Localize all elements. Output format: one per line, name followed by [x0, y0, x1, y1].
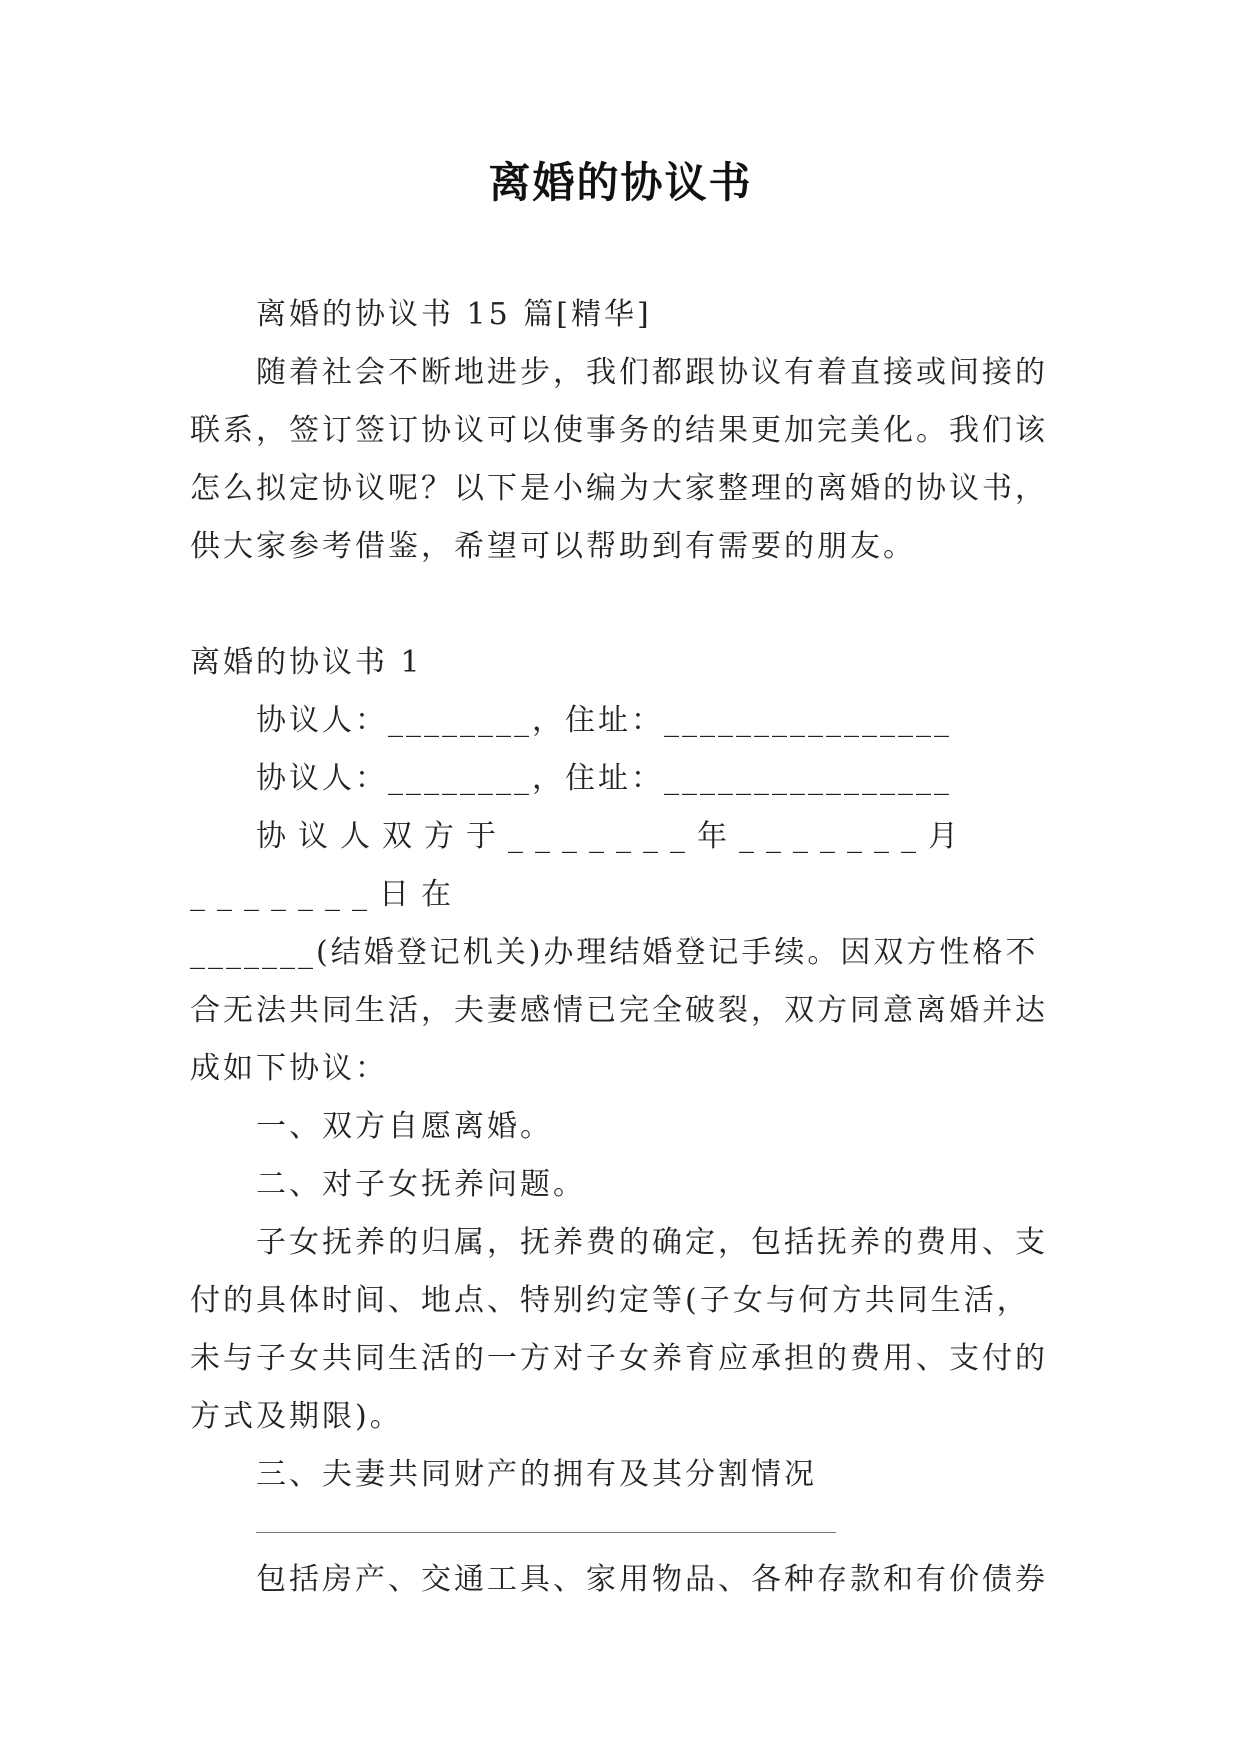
party-1-line: 协议人：________，住址：________________ [256, 703, 952, 738]
clause-1: 一、双方自愿离婚。 [256, 1109, 553, 1144]
document-body [190, 286, 1050, 1609]
marriage-registration-paragraph: _______(结婚登记机关)办理结婚登记手续。因双方性格不合无法共同生活，夫妻感情已完全破裂，双方同意离婚并达成如下协议： [190, 935, 1048, 1086]
custody-paragraph: 子女抚养的归属，抚养费的确定，包括抚养的费用、支付的具体时间、地点、特别约定等(子女与何方共同生活，未与子女共同生活的一方对子女养育应承担的费用、支付的方式及期限)。 [190, 1225, 1048, 1434]
section-heading-1: 离婚的协议书 1 [190, 645, 423, 680]
blank-fill-line [256, 1532, 836, 1533]
property-paragraph: 包括房产、交通工具、家用物品、各种存款和有价债券 [256, 1562, 1048, 1597]
clause-2: 二、对子女抚养问题。 [256, 1167, 586, 1202]
intro-paragraph: 随着社会不断地进步，我们都跟协议有着直接或间接的联系，签订签订协议可以使事务的结果更加完美化。我们该怎么拟定协议呢？以下是小编为大家整理的离婚的协议书，供大家参考借鉴，希望可以帮助到有需要的朋友。 [190, 355, 1048, 564]
marriage-date-line: 协议人双方于_______年_______月_______日在 [190, 819, 970, 912]
paragraph-gap [190, 576, 1050, 634]
subtitle-paragraph: 离婚的协议书 15 篇[精华] [256, 297, 652, 332]
document-title: 离婚的协议书 [488, 158, 753, 207]
clause-3: 三、夫妻共同财产的拥有及其分割情况 [256, 1457, 817, 1492]
party-2-line: 协议人：________，住址：________________ [256, 761, 952, 796]
